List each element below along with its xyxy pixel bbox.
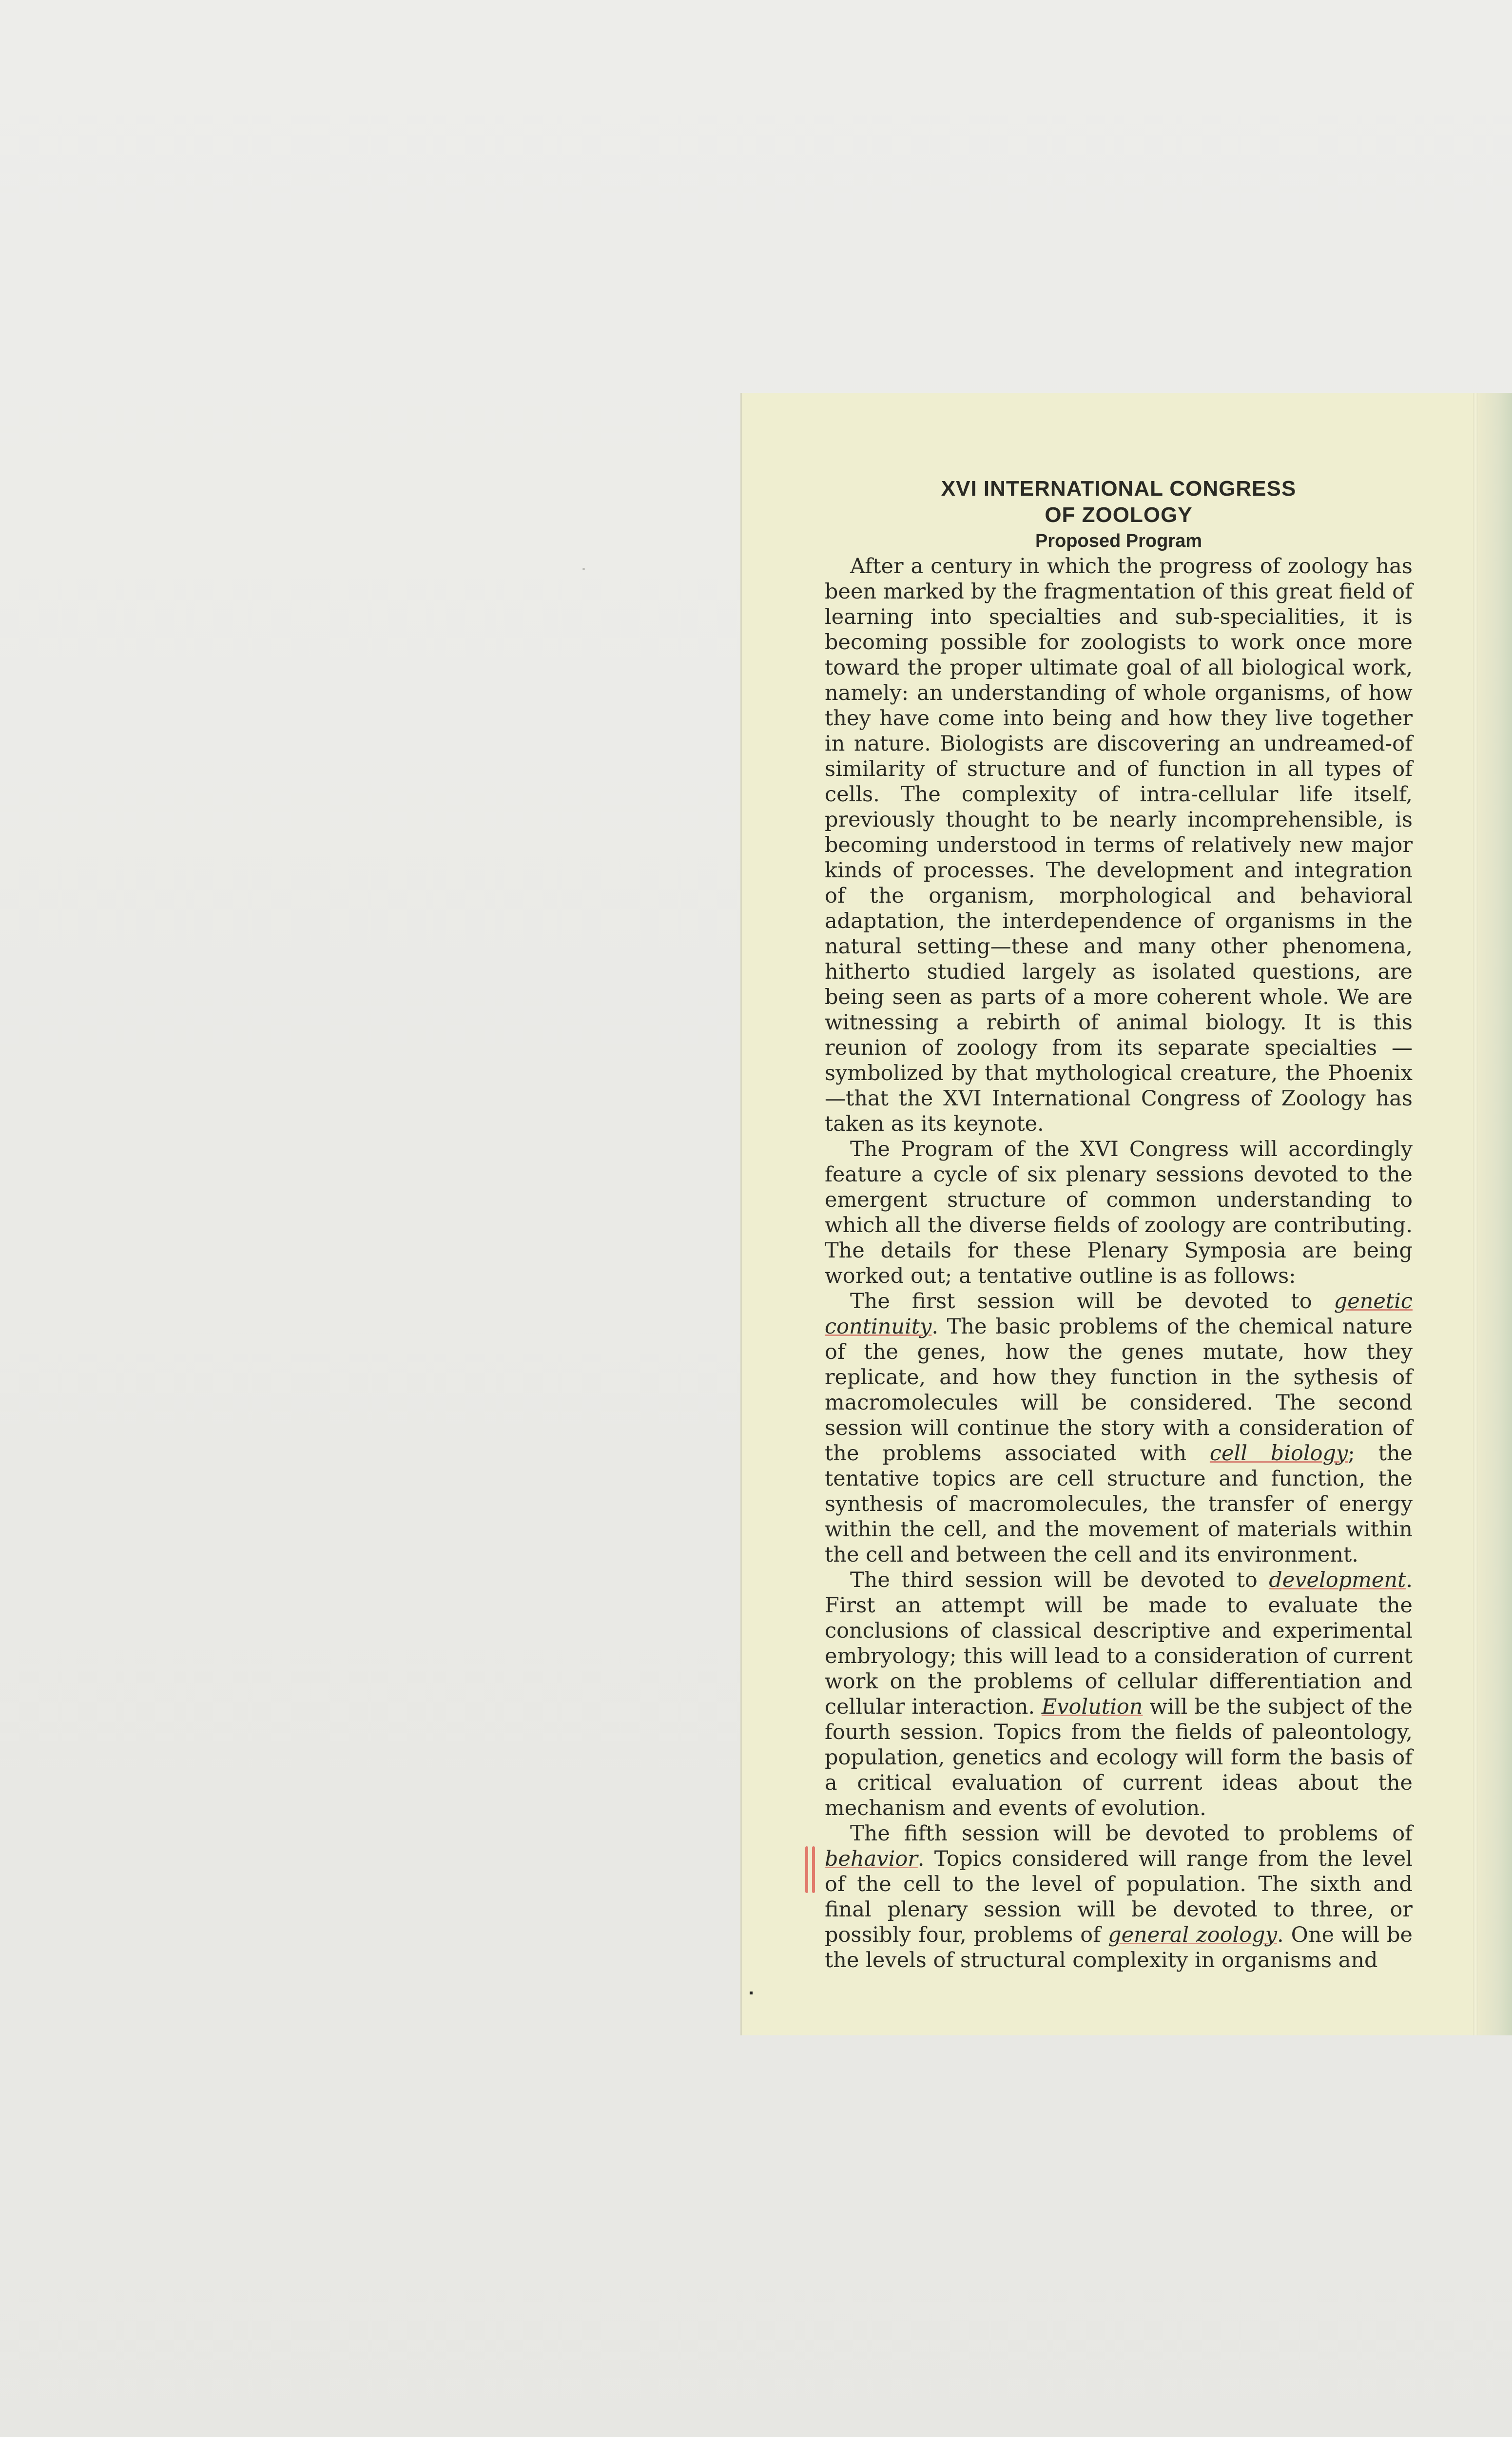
- text-run: The first session will be devoted to: [850, 1289, 1334, 1314]
- paragraph-sessions-5-6-wrapper: [825, 1821, 1413, 1973]
- document-title-line1: XVI INTERNATIONAL CONGRESS: [941, 477, 1297, 501]
- topic-general-zoology: general zoology: [1108, 1923, 1277, 1947]
- topic-genetic-continuity: genetic continuity: [825, 1289, 1413, 1339]
- text-run: The third session will be devoted to: [850, 1568, 1269, 1592]
- document-subtitle: Proposed Program: [1035, 531, 1202, 551]
- document-title-line2: OF ZOOLOGY: [1045, 503, 1193, 527]
- text-run: will be the subject of the fourth session. Topics from the fields of paleontology, population, genetics and ecology will form the basis of a critical evaluation of current ideas about the mechanism and events of evolution.: [825, 1695, 1413, 1820]
- paragraph-intro: After a century in which the progress of zoology has been marked by the fragmentation of this great field of learning into specialties and sub-specialities, it is becoming possible for zoologists to work once more toward the proper ultimate goal of all biological work, namely: an understanding of whole organisms, of how they have come into being and how they live together in nature. Biologists are discovering an undreamed-of similarity of structure and of function in all types of cells. The complexity of intra-cellular life itself, previously thought to be nearly incomprehensible, is becoming understood in terms of relatively new major kinds of processes. The development and integration of the organism, morphological and behavioral adaptation, the interdependence of organisms in the natural setting—these and many other phenomena, hitherto studied largely as isolated questions, are being seen as parts of a more coherent whole. We are witnessing a rebirth of animal biology. It is this reunion of zoology from its separate specialties — symbolized by that mythological creature, the Phoenix—that the XVI International Congress of Zoology has taken as its keynote.: [825, 554, 1413, 1136]
- text-run: . Topics considered will range from the level of the cell to the level of population. The sixth and final plenary session will be devoted to three, or possibly four, problems of: [825, 1847, 1413, 1947]
- paragraph-sessions-3-4: [825, 1567, 1413, 1821]
- text-run: The fifth session will be devoted to problems of: [850, 1821, 1413, 1846]
- dust-speck: [582, 568, 585, 570]
- topic-behavior: behavior: [825, 1847, 918, 1871]
- document-body: [825, 476, 1413, 1973]
- paragraph-sessions-5-6: [825, 1821, 1413, 1973]
- staple-mark: [750, 1992, 753, 1994]
- margin-annotation-mark: [805, 1846, 818, 1893]
- topic-development: development: [1269, 1568, 1406, 1592]
- text-run: . One will be the levels of structural complexity in organisms and: [825, 1923, 1413, 1973]
- paragraph-program: The Program of the XVI Congress will accordingly feature a cycle of six plenary sessions devoted to the emergent structure of common understanding to which all the diverse fields of zoology are contributing. The details for these Plenary Symposia are being worked out; a tentative outline is as follows:: [825, 1137, 1413, 1288]
- next-panel-edge: [1478, 393, 1512, 2035]
- fold-edge: [1473, 393, 1478, 2035]
- text-run: ; the tentative topics are cell structure and function, the synthesis of macromolecules, the transfer of energy within the cell, and the movement of materials within the cell and between the cell and its environment.: [825, 1441, 1413, 1567]
- text-run: . First an attempt will be made to evaluate the conclusions of classical descriptive and experimental embryology; this will lead to a consideration of current work on the problems of cellular differentiation and cellular interaction.: [825, 1568, 1413, 1719]
- paragraph-sessions-1-2: [825, 1289, 1413, 1567]
- topic-cell-biology: cell biology: [1209, 1441, 1348, 1466]
- text-run: . The basic problems of the chemical nature of the genes, how the genes mutate, how they replicate, and how they function in the sythesis of macromolecules will be considered. The second session will continue the story with a consideration of the problems associated with: [825, 1315, 1413, 1466]
- topic-evolution: Evolution: [1041, 1695, 1143, 1719]
- brochure-page: [742, 393, 1512, 2035]
